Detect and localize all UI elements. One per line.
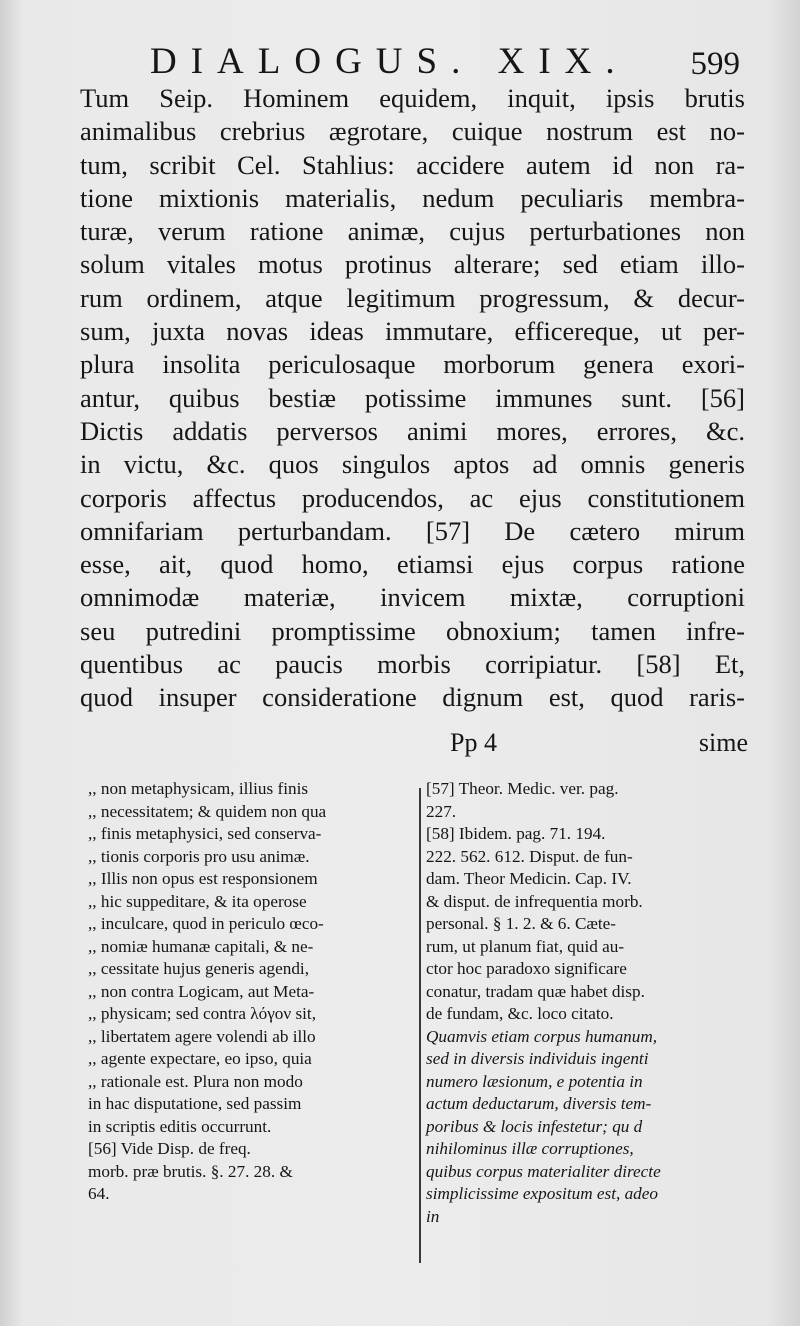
main-text-line: sum, juxta novas ideas immutare, efficereque, ut per- (80, 316, 745, 347)
footnote-line: 222. 562. 612. Disput. de fun- (426, 846, 633, 866)
footnote-line: ,, necessitatem; & quidem non qua (88, 801, 327, 821)
footnote-line: poribus & locis infestetur; qu d (426, 1116, 643, 1136)
footnote-line: ,, finis metaphysici, sed conserva- (88, 824, 322, 843)
main-text-line: plura insolita periculosaque morborum genera exori- (80, 349, 745, 380)
footnote-line: [58] Ibidem. pag. 71. 194. (426, 824, 606, 843)
footnote-line: in (426, 1206, 440, 1226)
main-text-line: Tum Seip. Hominem equidem, inquit, ipsis brutis (80, 83, 745, 113)
main-text-line: corporis affectus producendos, ac ejus constitutionem (80, 482, 745, 513)
footnote-line: quibus corpus materialiter directe (426, 1161, 661, 1181)
footnote-line: ctor hoc paradoxo significare (426, 959, 627, 978)
footnote-line: & disput. de infrequentia morb. (426, 891, 643, 911)
footnote-line: [57] Theor. Medic. ver. pag. (426, 779, 619, 798)
page-header (150, 40, 750, 86)
main-text-line: in victu, &c. quos singulos aptos ad omnis generis (80, 449, 745, 480)
main-text-line: rum ordinem, atque legitimum progressum, & decur- (80, 282, 745, 313)
footnote-line: ,, libertatem agere volendi ab illo (88, 1026, 316, 1046)
footnote-line: in scriptis editis occurrunt. (88, 1116, 272, 1136)
footnote-line: ,, tionis corporis pro usu animæ. (88, 846, 310, 866)
footnotes-right-column (426, 778, 756, 1228)
main-text-line: animalibus crebrius ægrotare, cuique nostrum est no- (80, 116, 745, 147)
footnote-line: ,, physicam; sed contra λόγον sit, (88, 1004, 317, 1023)
footnote-line: sed in diversis individuis ingenti (426, 1049, 649, 1068)
main-text-line: esse, ait, quod homo, etiamsi ejus corpus ratione (80, 549, 745, 580)
footnote-line: ,, nomiæ humanæ capitali, & ne- (88, 936, 314, 956)
main-text-line: Dictis addatis perversos animi mores, errores, &c. (80, 415, 745, 446)
footnote-line: in hac disputatione, sed passim (88, 1094, 302, 1113)
footnote-line: morb. præ brutis. §. 27. 28. & (88, 1161, 293, 1181)
footnote-line: dam. Theor Medicin. Cap. IV. (426, 869, 632, 888)
footnotes-left-column (88, 778, 418, 1206)
footnote-line: numero læsionum, e potentia in (426, 1071, 643, 1091)
footnote-line: [56] Vide Disp. de freq. (88, 1139, 251, 1158)
main-text-block (80, 82, 745, 715)
main-text-line: solum vitales motus protinus alterare; sed etiam illo- (80, 249, 745, 280)
signature-mark: Pp 4 (450, 728, 497, 757)
signature-row (80, 728, 748, 762)
main-text-line: quod insuper consideratione dignum est, quod raris- (80, 682, 745, 713)
footnote-line: 64. (88, 1184, 110, 1203)
footnote-line: ,, agente expectare, eo ipso, quia (88, 1049, 312, 1068)
footnote-line: ,, rationale est. Plura non modo (88, 1071, 303, 1091)
main-text-line: tione mixtionis materialis, nedum peculiaris membra- (80, 182, 745, 213)
main-text-line: omnimodæ materiæ, invicem mixtæ, corruptioni (80, 582, 745, 613)
footnote-line: ,, non metaphysicam, illius finis (88, 779, 309, 798)
main-text-line: antur, quibus bestiæ potissime immunes sunt. [56] (80, 382, 745, 413)
footnote-line: ,, hic suppeditare, & ita operose (88, 891, 307, 911)
footnote-line: rum, ut planum fiat, quid au- (426, 936, 625, 956)
main-text-line: tum, scribit Cel. Stahlius: accidere autem id non ra- (80, 149, 745, 180)
footnote-line: ,, cessitate hujus generis agendi, (88, 959, 309, 978)
page-number: 599 (690, 46, 740, 82)
footnote-line: simplicissime expositum est, adeo (426, 1184, 658, 1203)
footnote-line: nihilominus illæ corruptiones, (426, 1139, 634, 1158)
footnote-line: Quamvis etiam corpus humanum, (426, 1026, 658, 1046)
footnote-line: ,, inculcare, quod in periculo œco- (88, 914, 324, 933)
footnote-line: de fundam, &c. loco citato. (426, 1004, 614, 1023)
main-text-line: turæ, verum ratione animæ, cujus perturbationes non (80, 216, 745, 247)
main-text-line: omnifariam perturbandam. [57] De cætero mirum (80, 515, 745, 546)
footnote-line: ,, Illis non opus est responsionem (88, 869, 318, 888)
running-title: DIALOGUS. XIX. (150, 41, 629, 82)
main-text-line: quentibus ac paucis morbis corripiatur. [58] Et, (80, 649, 745, 680)
footnote-line: personal. § 1. 2. & 6. Cæte- (426, 914, 616, 933)
footnote-line: actum deductarum, diversis tem- (426, 1094, 652, 1113)
column-divider (419, 788, 421, 1263)
catchword: sime (698, 728, 748, 757)
footnote-line: 227. (426, 801, 457, 821)
footnote-line: conatur, tradam quæ habet disp. (426, 981, 645, 1001)
footnote-line: ,, non contra Logicam, aut Meta- (88, 981, 315, 1001)
main-text-line: seu putredini promptissime obnoxium; tamen infre- (80, 615, 745, 646)
